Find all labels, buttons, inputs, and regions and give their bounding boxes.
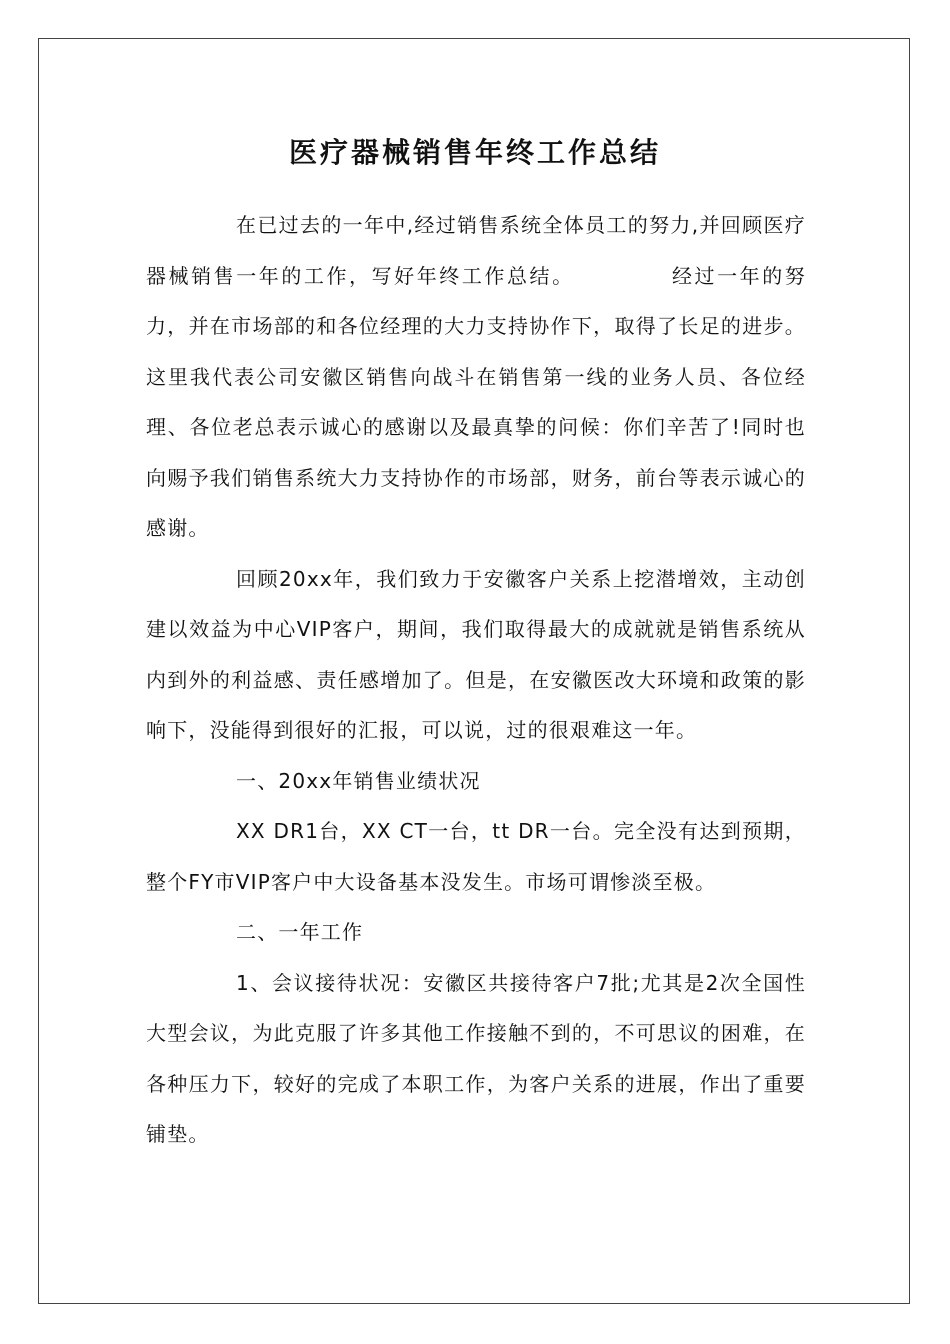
paragraph-intro-part2: 经过一年的努力，并在市场部的和各位经理的大力支持协作下，取得了长足的进步。这里我代表公司安徽区销售向战斗在销售第一线的业务人员、各位经理、各位老总表示诚心的感谢以及最真挚的问候：你们辛苦了!同时也向赐予我们销售系统大力支持协作的市场部，财务，前台等表示诚心的感谢。 bbox=[146, 263, 806, 540]
paragraph-sales-performance: XX DR1台，XX CT一台，tt DR一台。完全没有达到预期，整个FY市VIP客户中大设备基本没发生。市场可谓惨淡至极。 bbox=[146, 819, 806, 894]
section-heading-sales-performance: 一、20xx年销售业绩状况 bbox=[236, 768, 481, 793]
document-body bbox=[146, 200, 806, 1160]
paragraph-intro-part1: 在已过去的一年中,经过销售系统全体员工的努力,并回顾医疗器械销售一年的工作，写好年终工作总结。 bbox=[146, 213, 806, 288]
paragraph-intro bbox=[146, 200, 806, 554]
paragraph-meeting-reception: 1、会议接待状况：安徽区共接待客户7批;尤其是2次全国性大型会议，为此克服了许多其他工作接触不到的，不可思议的困难，在各种压力下，较好的完成了本职工作，为客户关系的进展，作出了重要铺垫。 bbox=[146, 970, 806, 1146]
section-heading-annual-work: 二、一年工作 bbox=[236, 920, 364, 944]
paragraph-review: 回顾20xx年，我们致力于安徽客户关系上挖潜增效，主动创建以效益为中心VIP客户，期间，我们取得最大的成就就是销售系统从内到外的利益感、责任感增加了。但是，在安徽医改大环境和政策的影响下，没能得到很好的汇报，可以说，过的很艰难这一年。 bbox=[146, 566, 806, 742]
document-title: 医疗器械销售年终工作总结 bbox=[288, 136, 661, 169]
